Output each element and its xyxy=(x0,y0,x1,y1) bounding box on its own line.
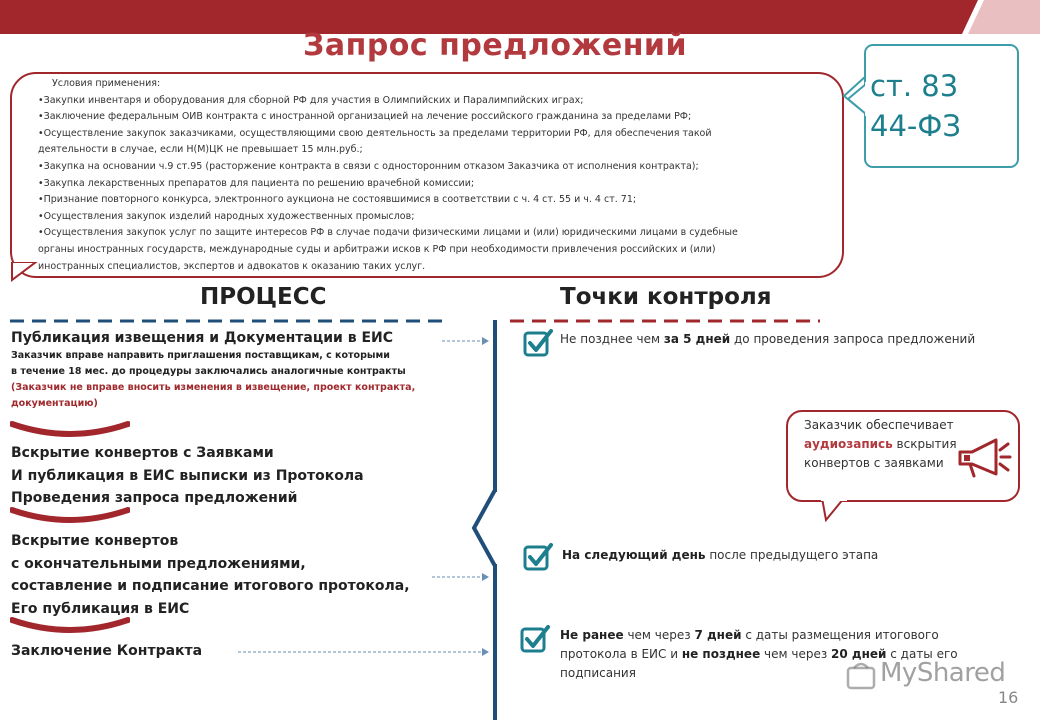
step1-warning-line2: документацию) xyxy=(11,398,98,409)
speech-line1: Заказчик обеспечивает xyxy=(804,418,954,432)
process-heading: ПРОЦЕСС xyxy=(200,284,327,310)
speech-line2: вскрытия xyxy=(892,437,957,451)
condition-line: •Закупка на основании ч.9 ст.95 (расторжение контракта в связи с односторонним отказом Заказчика от исполнения контракта); xyxy=(38,160,699,172)
page-number: 16 xyxy=(998,688,1019,707)
speech-text xyxy=(804,416,974,473)
process-step-3 xyxy=(11,530,451,620)
condition-line: иностранных специалистов, экспертов и адвокатов к оказанию таких услуг. xyxy=(38,260,426,272)
step-arrow-2 xyxy=(10,504,130,534)
watermark: MyShared xyxy=(880,658,1006,688)
cp3-t6: подписания xyxy=(560,666,636,680)
cp3-t3: протокола в ЕИС и xyxy=(560,647,682,661)
condition-line: •Закупка лекарственных препаратов для пациента по решению врачебной комиссии; xyxy=(38,177,475,189)
article-number: ст. 83 xyxy=(870,69,959,103)
article-reference xyxy=(870,66,1010,146)
article-box-tail xyxy=(846,82,868,116)
cp1-post: до проведения запроса предложений xyxy=(730,332,976,346)
step1-title: Публикация извещения и Документации в ЕИС xyxy=(11,330,394,346)
control-point-1 xyxy=(560,330,1030,349)
step-arrow-1 xyxy=(10,418,130,448)
step3-line2: с окончательными предложениями, xyxy=(11,555,306,572)
step-arrow-3 xyxy=(10,614,130,644)
law-number: 44-ФЗ xyxy=(870,109,961,143)
checkbox-icon xyxy=(519,624,551,654)
condition-line: •Закупки инвентаря и оборудования для сборной РФ для участия в Олимпийских и Паралимпийских играх; xyxy=(38,94,584,106)
step2-line3: Проведения запроса предложений xyxy=(11,490,298,506)
cp3-b4: 20 дней xyxy=(831,647,887,661)
megaphone-icon xyxy=(956,436,1012,480)
heading-dividers xyxy=(0,312,1040,328)
cp3-t2: с даты размещения итогового xyxy=(741,628,939,642)
step3-line4: Его публикация в ЕИС xyxy=(11,600,190,617)
condition-line: •Осуществления закупок изделий народных художественных промыслов; xyxy=(38,210,415,222)
process-step-1 xyxy=(11,328,451,412)
step2-line1: Вскрытие конвертов с Заявками xyxy=(11,445,274,461)
conditions-header: Условия применения: xyxy=(52,78,161,89)
condition-line: органы иностранных государств, международные суды и арбитражи исков к РФ при необходимости привлечения российских и (или) xyxy=(38,243,716,255)
checkbox-icon xyxy=(522,542,554,572)
step1-note-line2: в течение 18 мес. до процедуры заключались аналогичные контракты xyxy=(11,366,406,377)
vertical-divider xyxy=(470,320,510,720)
cp3-t5: с даты его xyxy=(886,647,958,661)
step1-note-line1: Заказчик вправе направить приглашения поставщикам, с которыми xyxy=(11,350,390,361)
cp3-b1: Не ранее xyxy=(560,628,624,642)
control-heading: Точки контроля xyxy=(560,284,772,310)
process-step-2 xyxy=(11,442,451,510)
step3-line3: составление и подписание итогового протокола, xyxy=(11,578,410,594)
step2-line2: И публикация в ЕИС выписки из Протокола xyxy=(11,467,364,484)
connector-arrow-2 xyxy=(430,570,490,584)
watermark-logo-icon xyxy=(846,660,880,692)
cp2-bold: На следующий день xyxy=(562,548,706,562)
cp2-post: после предыдущего этапа xyxy=(705,548,879,562)
slide-title: Запрос предложений xyxy=(303,28,687,63)
condition-line: •Заключение федеральным ОИВ контракта с иностранной организацией на лечение российского гражданина за пределами РФ; xyxy=(38,111,692,123)
cp3-b3: не позднее xyxy=(681,647,761,661)
condition-line: деятельности в случае, если Н(М)ЦК не превышает 15 млн.руб.; xyxy=(38,144,363,156)
cp3-b2: 7 дней xyxy=(694,628,742,642)
condition-line: •Осуществление закупок заказчиками, осуществляющими свою деятельность за пределами территории РФ, для обеспечения такой xyxy=(38,127,712,139)
cp1-pre: Не позднее чем xyxy=(560,332,664,346)
step1-warning-line1: (Заказчик не вправе вносить изменения в извещение, проект контракта, xyxy=(11,382,416,393)
checkbox-icon xyxy=(522,328,554,358)
cp1-bold: за 5 дней xyxy=(663,332,731,346)
connector-arrow-1 xyxy=(440,334,490,348)
control-point-2 xyxy=(562,546,982,565)
step3-line1: Вскрытие конвертов xyxy=(11,533,179,549)
connector-arrow-3 xyxy=(236,645,490,659)
step4-title: Заключение Контракта xyxy=(11,643,203,659)
condition-line: •Осуществления закупок услуг по защите интересов РФ в случае подачи физическими лицами и (или) юридическими лицами в судебные xyxy=(38,227,738,239)
conditions-box-tail xyxy=(10,262,50,288)
conditions-text xyxy=(38,76,830,275)
condition-line: •Признание повторного конкурса, электронного аукциона не состоявшимися в соответствии с ч. 4 ст. 55 и ч. 4 ст. 71; xyxy=(38,194,637,206)
speech-emphasis: аудиозапись xyxy=(804,437,893,451)
cp3-t1: чем через xyxy=(623,628,695,642)
cp3-t4: чем через xyxy=(760,647,832,661)
speech-line3: конвертов с заявками xyxy=(804,456,944,470)
speech-bubble-tail xyxy=(818,498,852,522)
